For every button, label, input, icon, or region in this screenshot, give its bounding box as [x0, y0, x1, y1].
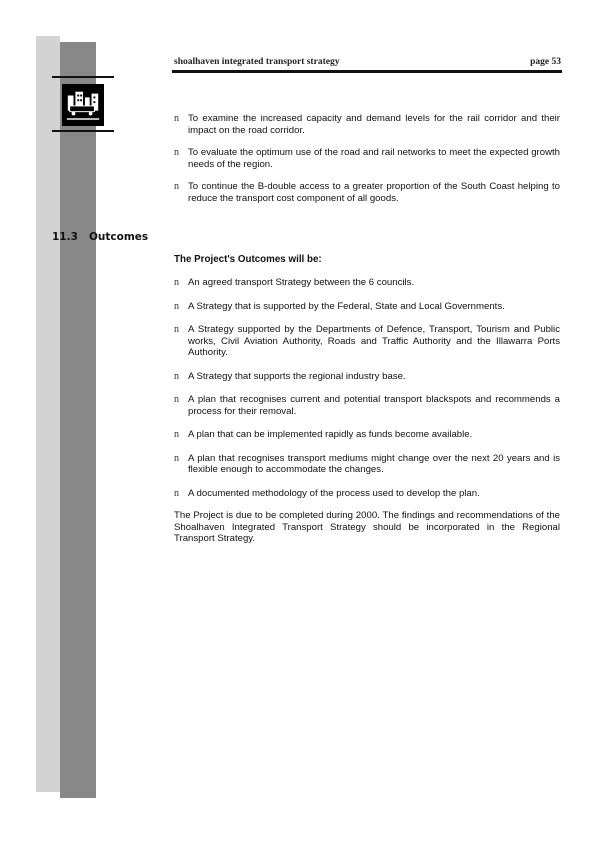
list-item — [174, 113, 560, 136]
section-number: 11.3 — [52, 231, 78, 243]
bullet-icon: n — [174, 300, 179, 312]
list-item-text: To evaluate the optimum use of the road and rail networks to meet the expected growth needs of the region. — [188, 147, 560, 170]
list-item — [174, 394, 560, 417]
header-rule — [172, 70, 562, 73]
list-item-text: A documented methodology of the process used to develop the plan. — [188, 487, 480, 499]
section-heading — [52, 231, 148, 243]
logo-rule-bottom — [52, 130, 114, 132]
section-title: Outcomes — [89, 231, 149, 243]
list-item — [174, 488, 560, 500]
list-item — [174, 181, 560, 204]
bullet-icon: n — [174, 429, 179, 440]
outcomes-list — [174, 277, 560, 499]
outcomes-intro: The Project's Outcomes will be: — [174, 254, 322, 265]
list-item-text: A plan that can be implemented rapidly as funds become available. — [188, 429, 473, 440]
list-item-text: A Strategy that supports the regional industry base. — [188, 370, 406, 382]
list-item — [174, 324, 560, 359]
bullet-icon: n — [174, 147, 179, 158]
list-item — [174, 147, 560, 170]
margin-bar-light — [36, 36, 60, 792]
closing-paragraph: The Project is due to be completed during 2000. The findings and recommendations of the Shoalhaven Integrated Transport Strategy should be incorporated in the Regional Transport Strategy. — [174, 510, 560, 544]
header-title: shoalhaven integrated transport strategy — [174, 57, 340, 67]
bullet-icon: n — [174, 394, 179, 405]
list-item-text: To examine the increased capacity and demand levels for the rail corridor and their impact on the road corridor. — [188, 113, 560, 136]
running-header — [174, 57, 561, 67]
bullet-icon: n — [174, 370, 179, 382]
page-number: page 53 — [530, 57, 561, 67]
list-item — [174, 277, 560, 289]
list-item-text: A plan that recognises transport mediums might change over the next 20 years and is flexible enough to accommodate the changes. — [188, 452, 560, 475]
bullet-icon: n — [174, 181, 179, 192]
bullet-icon: n — [174, 277, 179, 288]
logo-rule-top — [52, 76, 114, 78]
objectives-list — [174, 113, 560, 204]
list-item — [174, 371, 560, 383]
list-item — [174, 429, 560, 441]
bullet-icon: n — [174, 487, 179, 499]
margin-bar-dark — [60, 42, 96, 798]
bullet-icon: n — [174, 324, 179, 335]
transport-city-icon — [62, 84, 104, 126]
bullet-icon: n — [174, 113, 179, 124]
bullet-icon: n — [174, 452, 179, 464]
list-item-text: An agreed transport Strategy between the 6 councils. — [188, 277, 415, 288]
list-item — [174, 453, 560, 476]
list-item-text: To continue the B-double access to a greater proportion of the South Coast helping to reduce the transport cost component of all goods. — [188, 181, 560, 204]
list-item — [174, 301, 560, 313]
list-item-text: A plan that recognises current and potential transport blackspots and recommends a process for their removal. — [188, 394, 560, 417]
list-item-text: A Strategy supported by the Departments of Defence, Transport, Tourism and Public works, Civil Aviation Authority, Roads and Traffic Authority and the Illawarra Ports Authority. — [188, 324, 560, 358]
list-item-text: A Strategy that is supported by the Federal, State and Local Governments. — [188, 300, 505, 312]
